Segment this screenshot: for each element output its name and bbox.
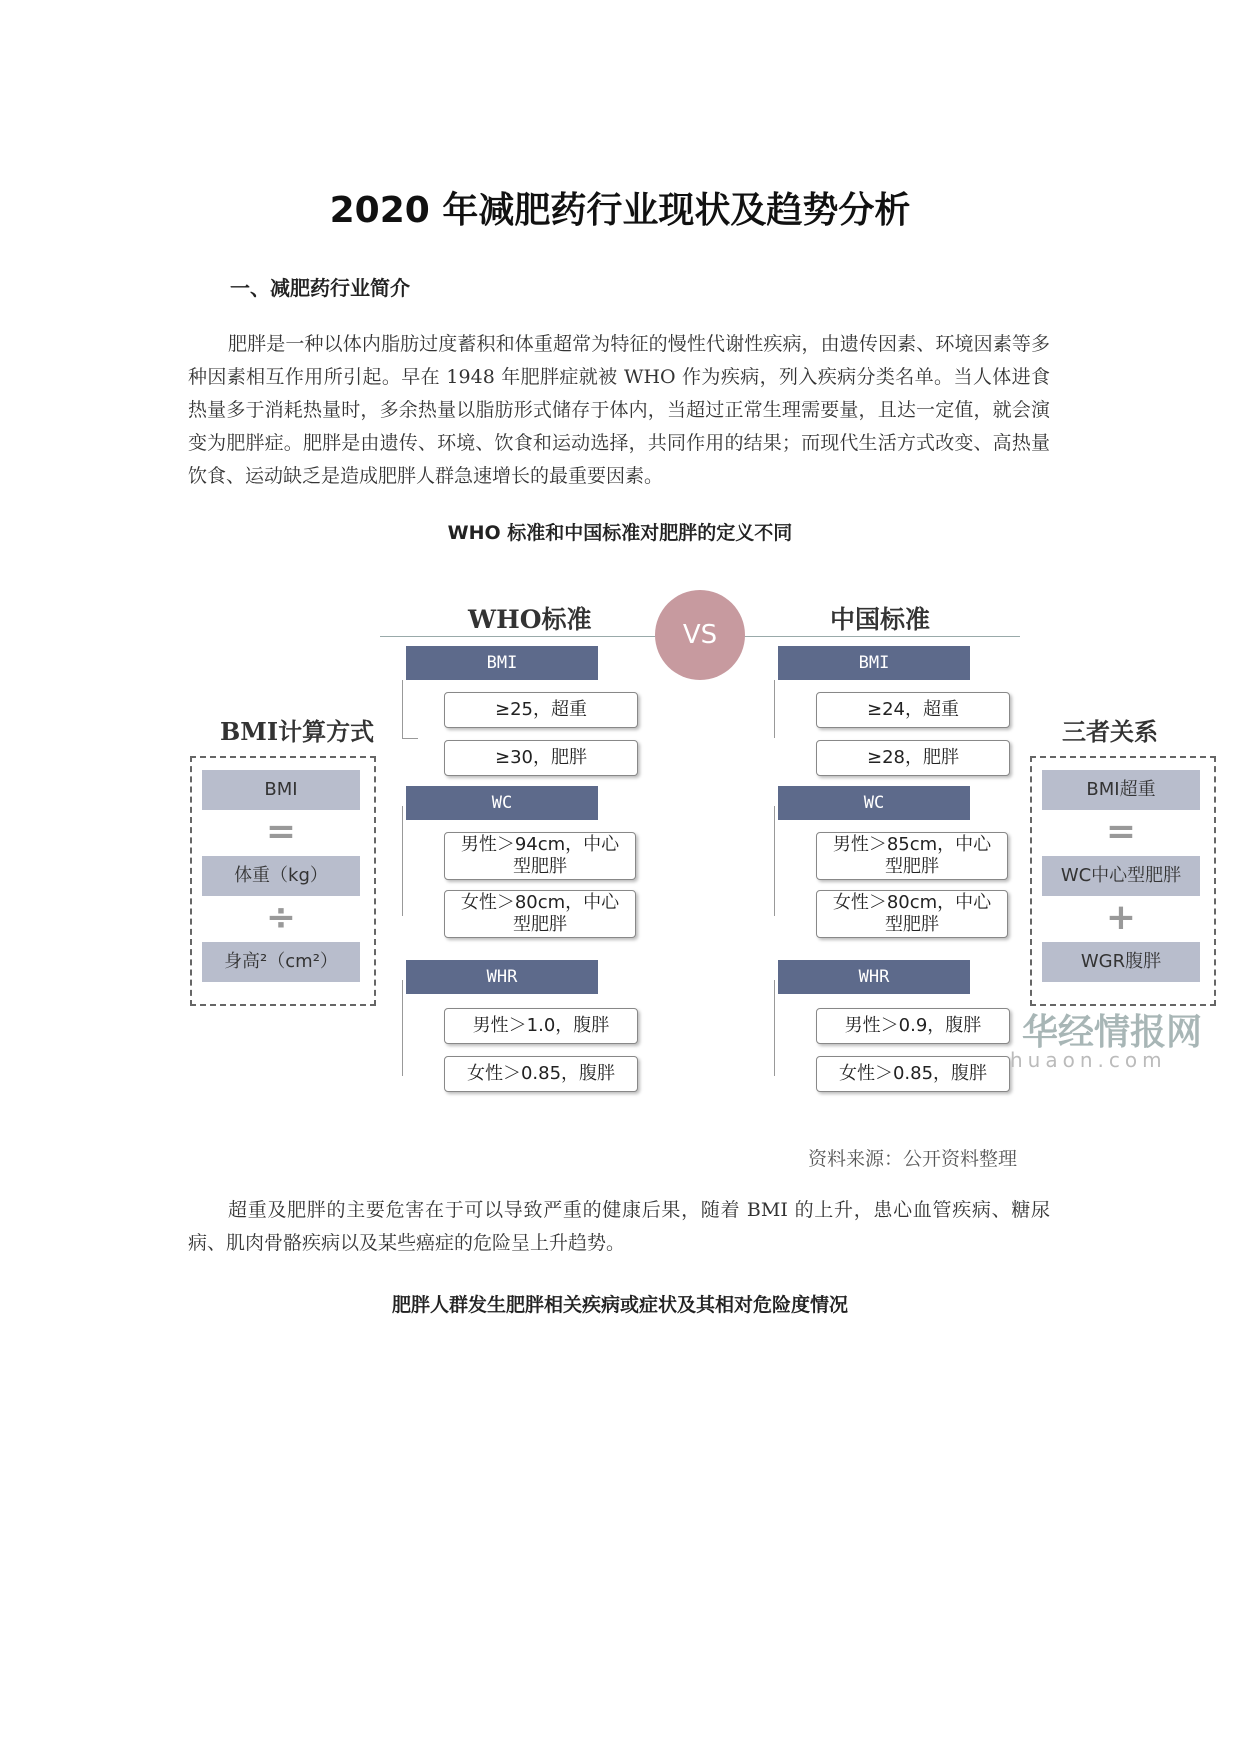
paragraph-text: 超重及肥胖的主要危害在于可以导致严重的健康后果，随着 BMI 的上升，患心血管疾病、糖尿病、肌肉骨骼疾病以及某些癌症的危险呈上升趋势。 bbox=[188, 1199, 1050, 1254]
who-title: WHO标准 bbox=[468, 605, 592, 634]
who-wc-item: 女性＞80cm，中心型肥胖 bbox=[444, 890, 636, 938]
china-wc-item: 女性＞80cm，中心型肥胖 bbox=[816, 890, 1008, 938]
divide-icon: ÷ bbox=[265, 897, 297, 938]
watermark-url: huaon.com bbox=[1010, 1048, 1167, 1072]
bmi-calc-title: BMI计算方式 bbox=[220, 717, 375, 746]
equals-icon: = bbox=[1105, 811, 1137, 852]
bmi-calc-item: BMI bbox=[202, 770, 360, 810]
bmi-calc-item: 身高²（cm²） bbox=[202, 942, 360, 982]
who-bmi-item: ≥25，超重 bbox=[444, 692, 638, 728]
watermark-logo: 华经情报网 bbox=[1022, 1012, 1203, 1053]
plus-icon: + bbox=[1105, 897, 1137, 938]
figure2-caption: 肥胖人群发生肥胖相关疾病或症状及其相对危险度情况 bbox=[391, 1294, 848, 1316]
intro-paragraph bbox=[188, 328, 1050, 493]
china-whr-item: 女性＞0.85，腹胖 bbox=[816, 1056, 1010, 1092]
who-whr-item: 男性＞1.0，腹胖 bbox=[444, 1008, 638, 1044]
china-bmi-item: ≥28，肥胖 bbox=[816, 740, 1010, 776]
china-group-wc: WC bbox=[778, 786, 970, 820]
china-wc-item: 男性＞85cm，中心型肥胖 bbox=[816, 832, 1008, 880]
relation-item: BMI超重 bbox=[1042, 770, 1200, 810]
relation-title: 三者关系 bbox=[1062, 717, 1158, 746]
who-bmi-item: ≥30，肥胖 bbox=[444, 740, 638, 776]
who-group-wc: WC bbox=[406, 786, 598, 820]
relation-item: WGR腹胖 bbox=[1042, 942, 1200, 982]
relation-item: WC中心型肥胖 bbox=[1042, 856, 1200, 896]
who-whr-item: 女性＞0.85，腹胖 bbox=[444, 1056, 638, 1092]
china-whr-item: 男性＞0.9，腹胖 bbox=[816, 1008, 1010, 1044]
bmi-calc-item: 体重（kg） bbox=[202, 856, 360, 896]
china-title: 中国标准 bbox=[830, 605, 931, 634]
paragraph-text: 肥胖是一种以体内脂肪过度蓄积和体重超常为特征的慢性代谢性疾病，由遗传因素、环境因素等多种因素相互作用所引起。早在 1948 年肥胖症就被 WHO 作为疾病，列入疾病分类名单。当人体进食热量多于消耗热量时，多余热量以脂肪形式储存于体内，当超过正常生理需要量，且达一定值，就会演变为肥胖症。肥胖是由遗传、环境、饮食和运动选择，共同作用的结果；而现代生活方式改变、高热量饮食、运动缺乏是造成肥胖人群急速增长的最重要因素。 bbox=[188, 333, 1050, 487]
who-wc-item: 男性＞94cm，中心型肥胖 bbox=[444, 832, 636, 880]
who-group-whr: WHR bbox=[406, 960, 598, 994]
who-group-bmi: BMI bbox=[406, 646, 598, 680]
figure1-caption: WHO 标准和中国标准对肥胖的定义不同 bbox=[447, 522, 793, 544]
equals-icon: = bbox=[265, 811, 297, 852]
vs-badge: VS bbox=[655, 590, 745, 680]
china-group-bmi: BMI bbox=[778, 646, 970, 680]
page-title: 2020 年减肥药行业现状及趋势分析 bbox=[329, 190, 911, 231]
china-bmi-item: ≥24，超重 bbox=[816, 692, 1010, 728]
section-heading: 一、减肥药行业简介 bbox=[230, 276, 410, 300]
risk-paragraph bbox=[188, 1194, 1050, 1260]
china-group-whr: WHR bbox=[778, 960, 970, 994]
figure-source: 资料来源：公开资料整理 bbox=[808, 1148, 1018, 1170]
